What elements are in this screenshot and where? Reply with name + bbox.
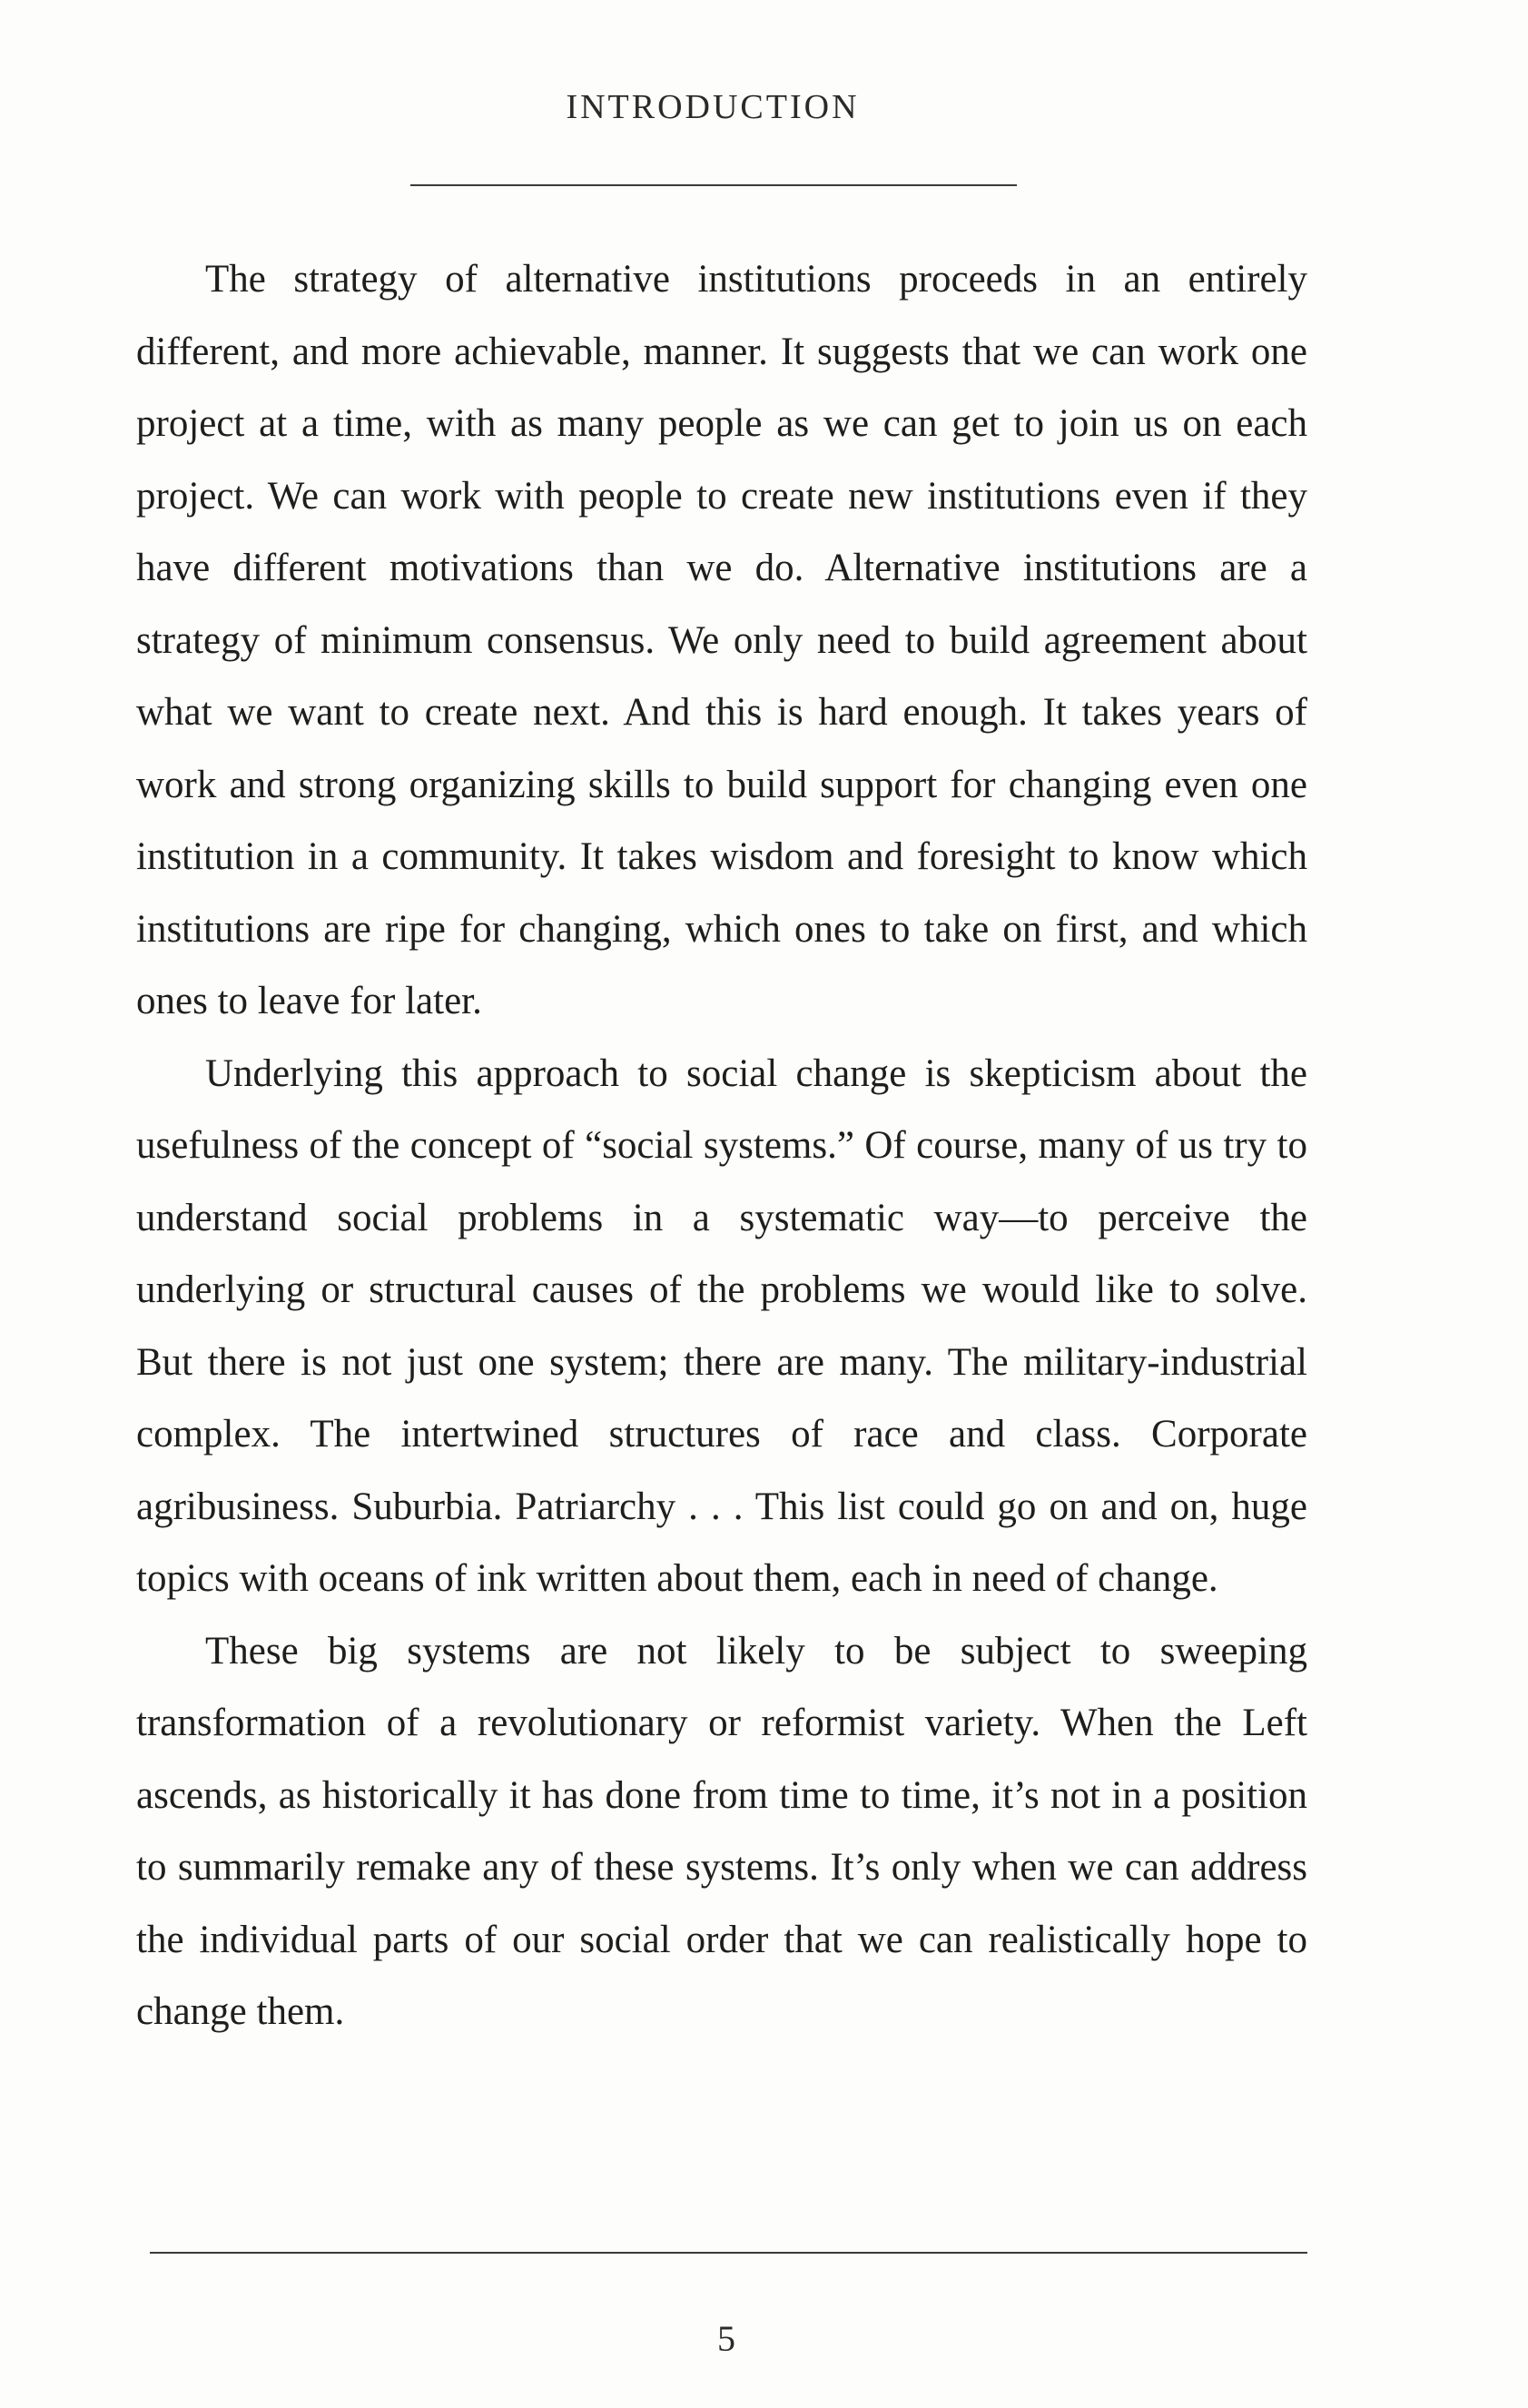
page-number: 5	[717, 2318, 735, 2359]
paragraph-1: The strategy of alternative institutions proceeds in an entirely different, and more achievable, manner. It suggests that we can work one project at a time, with as many people as we can get to join us on each project. We can work with people to create new institutions even if they have different motivations than we do. Alternative institutions are a strategy of minimum consensus. We only need to build agreement about what we want to create next. And this is hard enough. It takes years of work and strong organizing skills to build support for changing even one institution in a community. It takes wisdom and foresight to know which institutions are ripe for changing, which ones to take on first, and which ones to leave for later.	[136, 258, 1307, 1022]
footer-rule	[150, 2252, 1307, 2254]
running-head: INTRODUCTION	[566, 88, 860, 126]
body-text	[136, 243, 1307, 2048]
paragraph-2: Underlying this approach to social change is skepticism about the usefulness of the concept of “social systems.” Of course, many of us try to understand social problems in a systematic way—to perceive the underlying or structural causes of the problems we would like to solve. But there is not just one system; there are many. The military-industrial complex. The intertwined structures of race and class. Corporate agribusiness. Suburbia. Patriarchy . . . This list could go on and on, huge topics with oceans of ink written about them, each in need of change.	[136, 1051, 1307, 1600]
paragraph-3: These big systems are not likely to be subject to sweeping transformation of a revolutionary or reformist variety. When the Left ascends, as historically it has done from time to time, it’s not in a position to summarily remake any of these systems. It’s only when we can address the individual parts of our social order that we can realistically hope to change them.	[136, 1629, 1307, 2033]
header-rule	[410, 184, 1017, 186]
